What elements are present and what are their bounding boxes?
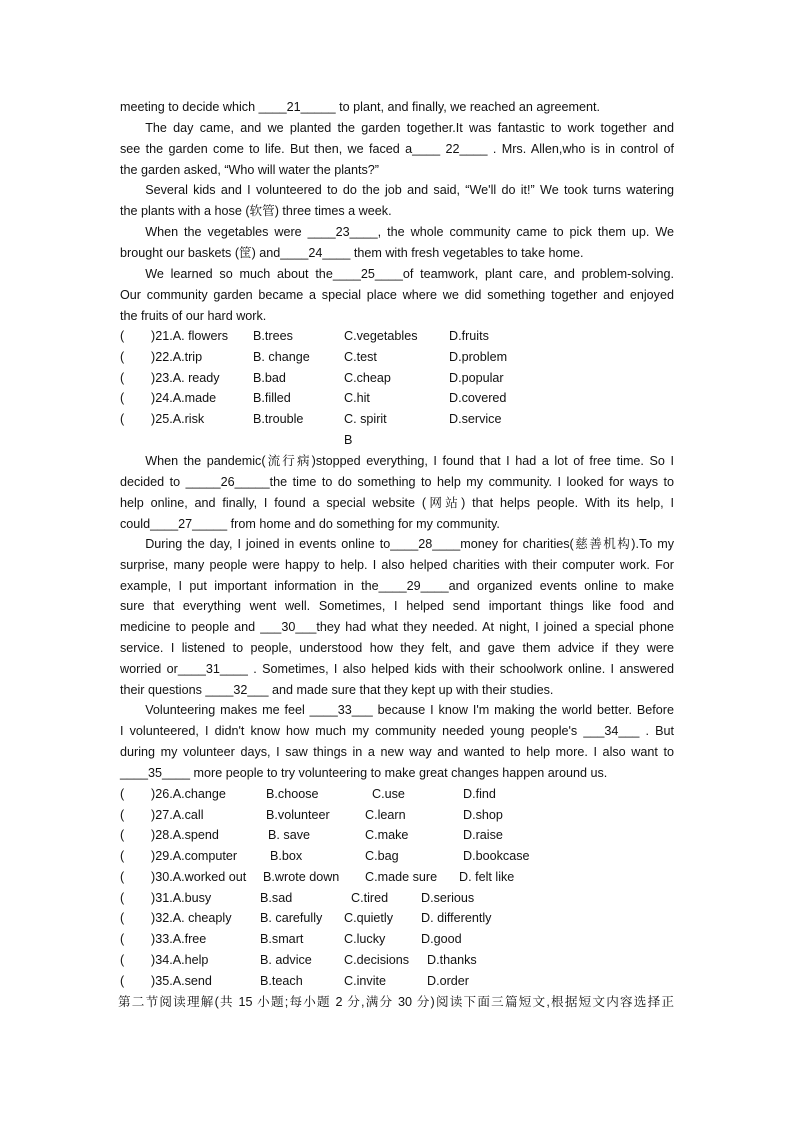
question-number-option-a: )30.A.worked out	[151, 870, 247, 884]
answer-bracket: (	[120, 371, 125, 385]
answer-bracket: (	[120, 329, 125, 343]
option-d: D.problem	[449, 350, 508, 364]
passage-line: during my volunteer days, I saw things in a new way and wanted to help more. I also want to	[120, 745, 674, 759]
passage-line: When the vegetables were ____23____, the whole community came to pick them up. We	[120, 225, 674, 239]
option-b: B. change	[253, 350, 310, 364]
option-d: D.good	[421, 932, 462, 946]
option-b: B.wrote down	[263, 870, 340, 884]
answer-bracket: (	[120, 953, 125, 967]
option-c: C.use	[372, 787, 405, 801]
passage-line: sure that everything went well. Sometimes, I helped send important things like food and	[120, 599, 674, 613]
option-c: C.hit	[344, 391, 370, 405]
question-number-option-a: )35.A.send	[151, 974, 212, 988]
option-c: C.bag	[365, 849, 399, 863]
passage-line: the garden asked, “Who will water the plants?”	[120, 163, 380, 177]
option-d: D.fruits	[449, 329, 489, 343]
passage-line: their questions ____32___ and made sure that they kept up with their studies.	[120, 683, 554, 697]
option-d: D.popular	[449, 371, 504, 385]
option-d: D.find	[463, 787, 496, 801]
passage-line: see the garden come to life. But then, we faced a____ 22____ . Mrs. Allen,who is in control of	[120, 142, 674, 156]
section-heading: 第二节阅读理解(共 15 小题;每小题 2 分,满分 30 分)阅读下面三篇短文,根据短文内容选择正	[118, 995, 674, 1009]
answer-bracket: (	[120, 974, 125, 988]
answer-bracket: (	[120, 849, 125, 863]
passage-line: Our community garden became a special place where we did something together and enjoyed	[120, 288, 674, 302]
option-b: B.bad	[253, 371, 286, 385]
answer-bracket: (	[120, 350, 125, 364]
question-number-option-a: )24.A.made	[151, 391, 217, 405]
passage-line: could____27_____ from home and do something for my community.	[120, 517, 500, 531]
passage-line: surprise, many people were happy to help. I also helped charities with their computer work. For	[120, 558, 674, 572]
passage-line: brought our baskets (筐) and____24____ them with fresh vegetables to take home.	[120, 246, 584, 260]
option-d: D. differently	[421, 911, 492, 925]
option-c: C.vegetables	[344, 329, 418, 343]
option-d: D.thanks	[427, 953, 477, 967]
question-number-option-a: )28.A.spend	[151, 828, 219, 842]
passage-line: worried or____31____ . Sometimes, I also helped kids with their schoolwork online. I answered	[120, 662, 674, 676]
question-number-option-a: )25.A.risk	[151, 412, 205, 426]
passage-line: help online, and finally, I found a special website (网站) that helps people. With its help, I	[120, 496, 674, 510]
answer-bracket: (	[120, 870, 125, 884]
option-d: D.covered	[449, 391, 507, 405]
passage-line: We learned so much about the____25____of teamwork, plant care, and problem-solving.	[120, 267, 674, 281]
option-b: B.sad	[260, 891, 293, 905]
passage-line: Several kids and I volunteered to do the job and said, “We'll do it!” We took turns watering	[120, 183, 674, 197]
option-c: C.decisions	[344, 953, 410, 967]
section-label: B	[344, 433, 353, 447]
answer-bracket: (	[120, 412, 125, 426]
option-b: B.filled	[253, 391, 291, 405]
option-b: B.trouble	[253, 412, 304, 426]
option-b: B. advice	[260, 953, 312, 967]
question-number-option-a: )23.A. ready	[151, 371, 220, 385]
passage-line: medicine to people and ___30___they had what they needed. At night, I joined a special phone	[120, 620, 674, 634]
question-number-option-a: )33.A.free	[151, 932, 207, 946]
answer-bracket: (	[120, 828, 125, 842]
passage-line: During the day, I joined in events online to____28____money for charities(慈善机构).To my	[120, 537, 674, 551]
passage-line: ____35____ more people to try volunteering to make great changes happen around us.	[120, 766, 608, 780]
answer-bracket: (	[120, 932, 125, 946]
passage-line: the plants with a hose (软管) three times a week.	[120, 204, 392, 218]
option-c: C.cheap	[344, 371, 391, 385]
option-c: C. spirit	[344, 412, 387, 426]
option-c: C.tired	[351, 891, 389, 905]
passage-line: Volunteering makes me feel ____33___ because I know I'm making the world better. Before	[120, 703, 674, 717]
question-number-option-a: )32.A. cheaply	[151, 911, 232, 925]
answer-bracket: (	[120, 911, 125, 925]
passage-line: service. I listened to people, understood how they felt, and gave them advice if they were	[120, 641, 674, 655]
option-b: B.choose	[266, 787, 319, 801]
option-b: B. carefully	[260, 911, 323, 925]
option-c: C.made sure	[365, 870, 438, 884]
option-b: B.trees	[253, 329, 293, 343]
passage-line: I volunteered, I didn't know how much my community needed young people's ___34___ . But	[120, 724, 674, 738]
option-c: C.quietly	[344, 911, 393, 925]
question-number-option-a: )22.A.trip	[151, 350, 203, 364]
option-c: C.test	[344, 350, 377, 364]
answer-bracket: (	[120, 891, 125, 905]
question-number-option-a: )31.A.busy	[151, 891, 212, 905]
option-d: D.service	[449, 412, 502, 426]
option-d: D.order	[427, 974, 469, 988]
answer-bracket: (	[120, 808, 125, 822]
answer-bracket: (	[120, 787, 125, 801]
passage-line: meeting to decide which ____21_____ to plant, and finally, we reached an agreement.	[120, 100, 601, 114]
option-c: C.learn	[365, 808, 406, 822]
question-number-option-a: )29.A.computer	[151, 849, 238, 863]
option-b: B.smart	[260, 932, 304, 946]
option-d: D.raise	[463, 828, 503, 842]
question-number-option-a: )26.A.change	[151, 787, 226, 801]
passage-line: the fruits of our hard work.	[120, 309, 267, 323]
option-c: C.make	[365, 828, 409, 842]
option-c: C.lucky	[344, 932, 386, 946]
option-b: B. save	[268, 828, 310, 842]
passage-line: example, I put important information in the____29____and organized events online to make	[120, 579, 674, 593]
passage-line: The day came, and we planted the garden together.It was fantastic to work together and	[120, 121, 674, 135]
question-number-option-a: )27.A.call	[151, 808, 204, 822]
passage-line: When the pandemic(流行病)stopped everything, I found that I had a lot of free time. So I	[120, 454, 674, 468]
passage-line: decided to _____26_____the time to do something to help my community. I looked for ways to	[120, 475, 674, 489]
question-number-option-a: )21.A. flowers	[151, 329, 228, 343]
option-d: D. felt like	[459, 870, 515, 884]
question-number-option-a: )34.A.help	[151, 953, 209, 967]
option-c: C.invite	[344, 974, 386, 988]
option-d: D.shop	[463, 808, 503, 822]
option-b: B.box	[270, 849, 303, 863]
answer-bracket: (	[120, 391, 125, 405]
option-d: D.serious	[421, 891, 475, 905]
option-b: B.volunteer	[266, 808, 330, 822]
option-d: D.bookcase	[463, 849, 530, 863]
option-b: B.teach	[260, 974, 303, 988]
